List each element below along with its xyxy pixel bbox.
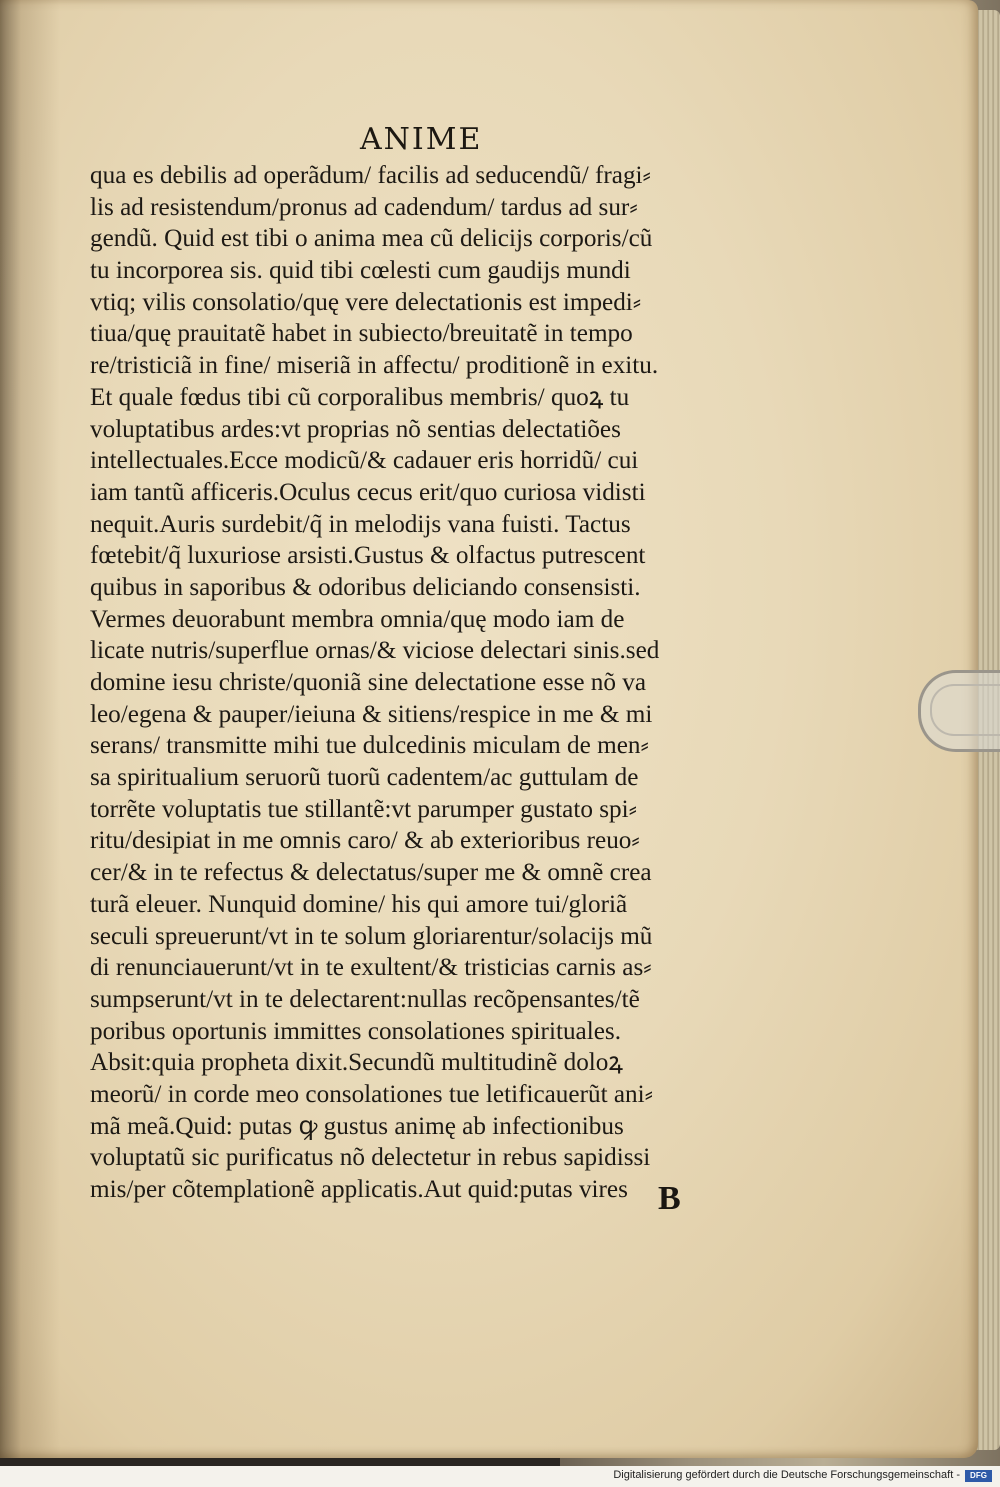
text-line: Vermes deuorabunt membra omnia/quę modo iam de xyxy=(90,605,625,633)
text-line: mã meã.Quid: putas ꝙ gustus animę ab infectionibus xyxy=(90,1112,624,1140)
text-line: Et quale fœdus tibi cũ corporalibus membris/ quoꝝ tu xyxy=(90,383,630,411)
text-line: voluptatũ sic purificatus nõ delectetur in rebus sapidissi xyxy=(90,1144,651,1172)
footer-credit: Digitalisierung gefördert durch die Deutsche Forschungsgemeinschaft - xyxy=(613,1469,960,1481)
text-line: sa spiritualium seruorũ tuorũ cadentem/ac guttulam de xyxy=(90,764,639,792)
text-line: tiua/quę prauitatẽ habet in subiecto/breuitatẽ in tempo xyxy=(90,320,633,348)
text-line: re/tristiciã in fine/ miseriã in affectu/ proditionẽ in exitu. xyxy=(90,352,659,380)
page-clip-inner xyxy=(930,684,1000,736)
text-line: Absit:quia propheta dixit.Secundũ multitudinẽ doloꝝ xyxy=(90,1049,623,1077)
text-line: seculi spreuerunt/vt in te solum gloriarentur/solacijs mũ xyxy=(90,922,653,950)
text-line: cer/& in te refectus & delectatus/super me & omnẽ crea xyxy=(90,859,652,887)
text-line: intellectuales.Ecce modicũ/& cadauer eris horridũ/ cui xyxy=(90,447,639,475)
signature-mark: B xyxy=(658,1180,681,1217)
text-line: turã eleuer. Nunquid domine/ his qui amore tui/gloriã xyxy=(90,890,628,918)
body-text xyxy=(90,160,770,1206)
text-line: iam tantũ afficeris.Oculus cecus erit/quo curiosa vidisti xyxy=(90,478,646,506)
page-header: ANIME xyxy=(360,122,483,157)
text-line: vtiq; vilis consolatio/quę vere delectationis est impedi⸗ xyxy=(90,288,642,316)
text-line: quibus in saporibus & odoribus deliciando consensisti. xyxy=(90,573,641,601)
text-line: voluptatibus ardes:vt proprias nõ sentias delectatiões xyxy=(90,415,621,443)
text-line: fœtebit/q̃ luxuriose arsisti.Gustus & olfactus putrescent xyxy=(90,542,646,570)
text-line: tu incorporea sis. quid tibi cœlesti cum gaudijs mundi xyxy=(90,257,631,285)
text-line: leo/egena & pauper/ieiuna & sitiens/respice in me & mi xyxy=(90,700,653,728)
text-line: nequit.Auris surdebit/q̃ in melodijs vana fuisti. Tactus xyxy=(90,510,631,538)
text-line: serans/ transmitte mihi tue dulcedinis miculam de men⸗ xyxy=(90,732,649,760)
text-line: meorũ/ in corde meo consolationes tue letificauerũt ani⸗ xyxy=(90,1080,654,1108)
text-line: torrẽte voluptatis tue stillantẽ:vt parumper gustato spi⸗ xyxy=(90,795,638,823)
page-spine-shadow xyxy=(0,0,60,1458)
text-line: domine iesu christe/quoniã sine delectatione esse nõ va xyxy=(90,669,647,696)
text-line: gendũ. Quid est tibi o anima mea cũ delicijs corporis/cũ xyxy=(90,225,653,253)
text-line: mis/per cõtemplationẽ applicatis.Aut quid:putas vires xyxy=(90,1176,628,1203)
text-line: sumpserunt/vt in te delectarent:nullas recõpensantes/tẽ xyxy=(90,985,640,1013)
text-line: di renunciauerunt/vt in te exultent/& tristicias carnis as⸗ xyxy=(90,954,652,982)
text-line: poribus oportunis immittes consolationes spirituales. xyxy=(90,1017,621,1045)
text-line: licate nutris/superflue ornas/& viciose delectari sinis.sed xyxy=(90,637,660,665)
text-line: lis ad resistendum/pronus ad cadendum/ tardus ad sur⸗ xyxy=(90,193,638,221)
text-line: qua es debilis ad operãdum/ facilis ad seducendũ/ fragi⸗ xyxy=(90,162,651,189)
text-line: ritu/desipiat in me omnis caro/ & ab exterioribus reuo⸗ xyxy=(90,827,640,855)
dfg-logo-icon: DFG xyxy=(965,1470,992,1482)
